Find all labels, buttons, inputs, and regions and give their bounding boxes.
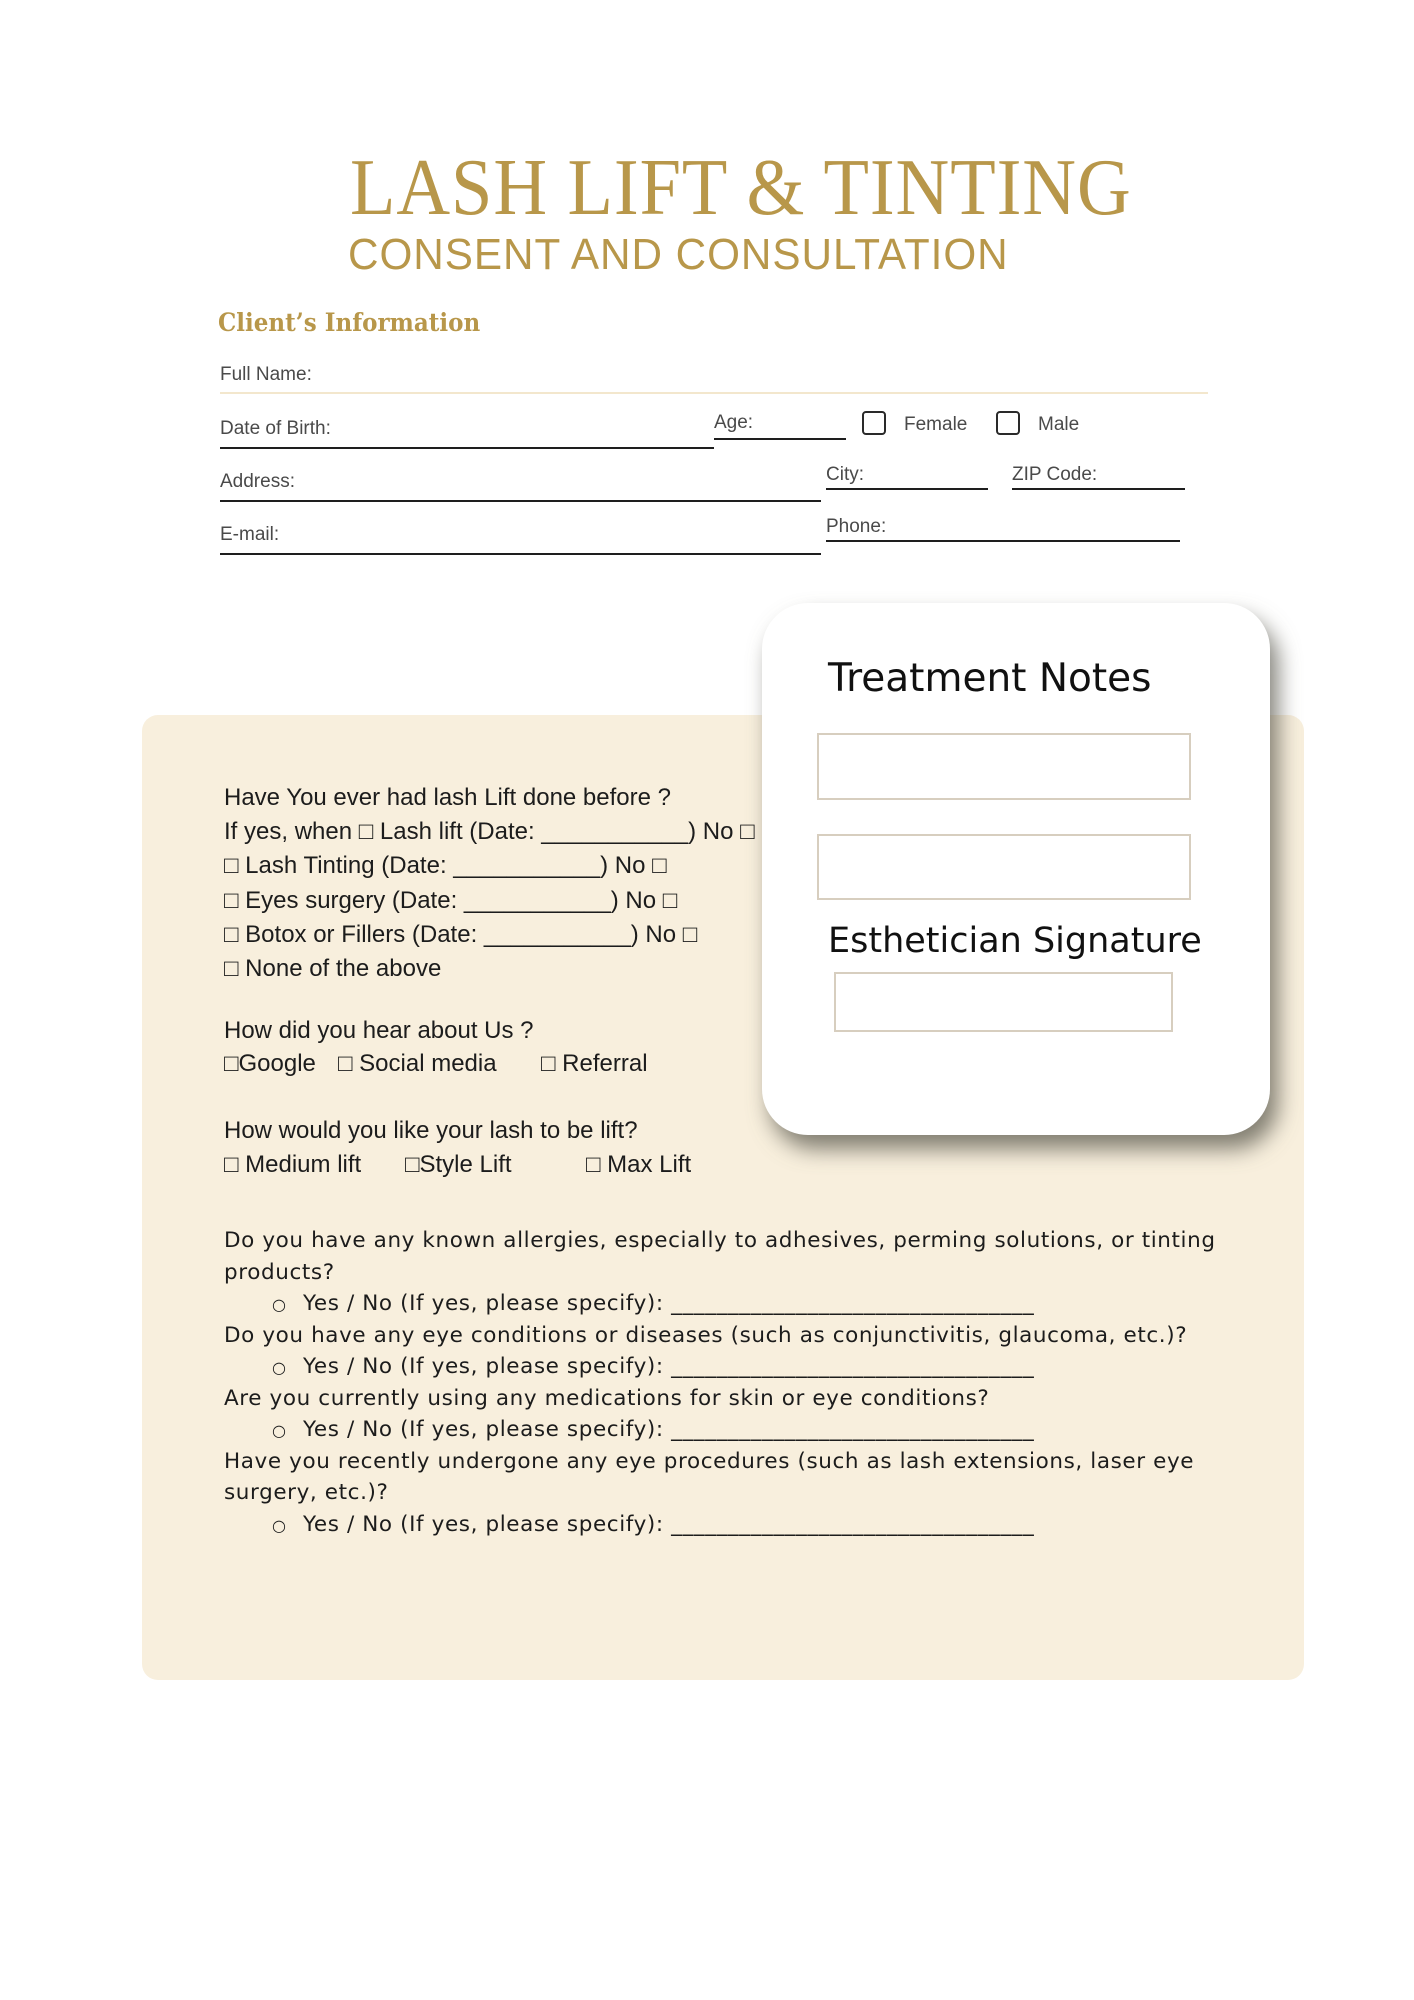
history-option-lash-tinting[interactable]: □ Lash Tinting (Date: ___________) No □ [224, 852, 667, 879]
treatment-notes-box-1[interactable] [817, 733, 1191, 800]
referral-option-referral[interactable]: □ Referral [541, 1050, 648, 1077]
lift-option-style[interactable]: □Style Lift [405, 1151, 512, 1178]
treatment-notes-box-2[interactable] [817, 834, 1191, 900]
female-checkbox[interactable] [862, 411, 886, 435]
lift-option-max[interactable]: □ Max Lift [586, 1151, 692, 1178]
history-option-none[interactable]: □ None of the above [224, 955, 442, 982]
allergies-question-line-1: Do you have any known allergies, especially to adhesives, perming solutions, or tinting [224, 1228, 1216, 1253]
phone-field[interactable] [826, 540, 1180, 542]
medications-question: Are you currently using any medications for skin or eye conditions? [224, 1386, 990, 1411]
lift-option-medium[interactable]: □ Medium lift [224, 1151, 362, 1178]
allergies-question-line-2: products? [224, 1260, 335, 1285]
history-option-botox-fillers[interactable]: □ Botox or Fillers (Date: ___________) No □ [224, 921, 698, 948]
eye-procedures-question-line-1: Have you recently undergone any eye procedures (such as lash extensions, laser eye [224, 1449, 1195, 1474]
bullet-icon: ○ [272, 1358, 287, 1377]
age-field[interactable] [714, 438, 846, 440]
eye-procedures-question-line-2: surgery, etc.)? [224, 1480, 389, 1505]
referral-option-google[interactable]: □Google [224, 1050, 316, 1077]
eye-procedures-answer[interactable]: Yes / No (If yes, please specify): ________________________________ [303, 1512, 1035, 1537]
medications-answer[interactable]: Yes / No (If yes, please specify): ________________________________ [303, 1417, 1035, 1442]
zip-code-field[interactable] [1012, 488, 1185, 490]
full-name-field[interactable] [220, 392, 1208, 394]
phone-label: Phone: [826, 516, 887, 537]
full-name-label: Full Name: [220, 364, 312, 385]
address-label: Address: [220, 471, 295, 492]
age-label: Age: [714, 412, 754, 433]
esthetician-signature-box[interactable] [834, 972, 1173, 1032]
male-checkbox[interactable] [996, 411, 1020, 435]
date-of-birth-label: Date of Birth: [220, 418, 331, 439]
eye-conditions-question: Do you have any eye conditions or diseases (such as conjunctivitis, glaucoma, etc.)? [224, 1323, 1188, 1348]
email-label: E-mail: [220, 524, 280, 545]
date-of-birth-field[interactable] [220, 447, 714, 449]
city-label: City: [826, 464, 864, 485]
history-option-lash-lift[interactable]: If yes, when □ Lash lift (Date: ___________) No □ [224, 818, 755, 845]
allergies-answer[interactable]: Yes / No (If yes, please specify): ________________________________ [303, 1291, 1035, 1316]
referral-option-social-media[interactable]: □ Social media [338, 1050, 497, 1077]
treatment-notes-title: Treatment Notes [828, 656, 1152, 701]
esthetician-signature-label: Esthetician Signature [828, 921, 1202, 961]
client-info-heading: Client’s Information [218, 308, 481, 337]
zip-code-label: ZIP Code: [1012, 464, 1098, 485]
male-label: Male [1038, 414, 1080, 435]
bullet-icon: ○ [272, 1295, 287, 1314]
history-option-eyes-surgery[interactable]: □ Eyes surgery (Date: ___________) No □ [224, 887, 678, 914]
form-title: LASH LIFT & TINTING [350, 144, 1132, 232]
bullet-icon: ○ [272, 1516, 287, 1535]
email-field[interactable] [220, 553, 821, 555]
female-label: Female [904, 414, 968, 435]
history-question: Have You ever had lash Lift done before ? [224, 784, 671, 811]
bullet-icon: ○ [272, 1421, 287, 1440]
referral-question: How did you hear about Us ? [224, 1017, 534, 1044]
address-field[interactable] [220, 500, 821, 502]
eye-conditions-answer[interactable]: Yes / No (If yes, please specify): ________________________________ [303, 1354, 1035, 1379]
city-field[interactable] [826, 488, 988, 490]
lift-style-question: How would you like your lash to be lift? [224, 1117, 638, 1144]
form-subtitle: CONSENT AND CONSULTATION [348, 230, 1009, 279]
